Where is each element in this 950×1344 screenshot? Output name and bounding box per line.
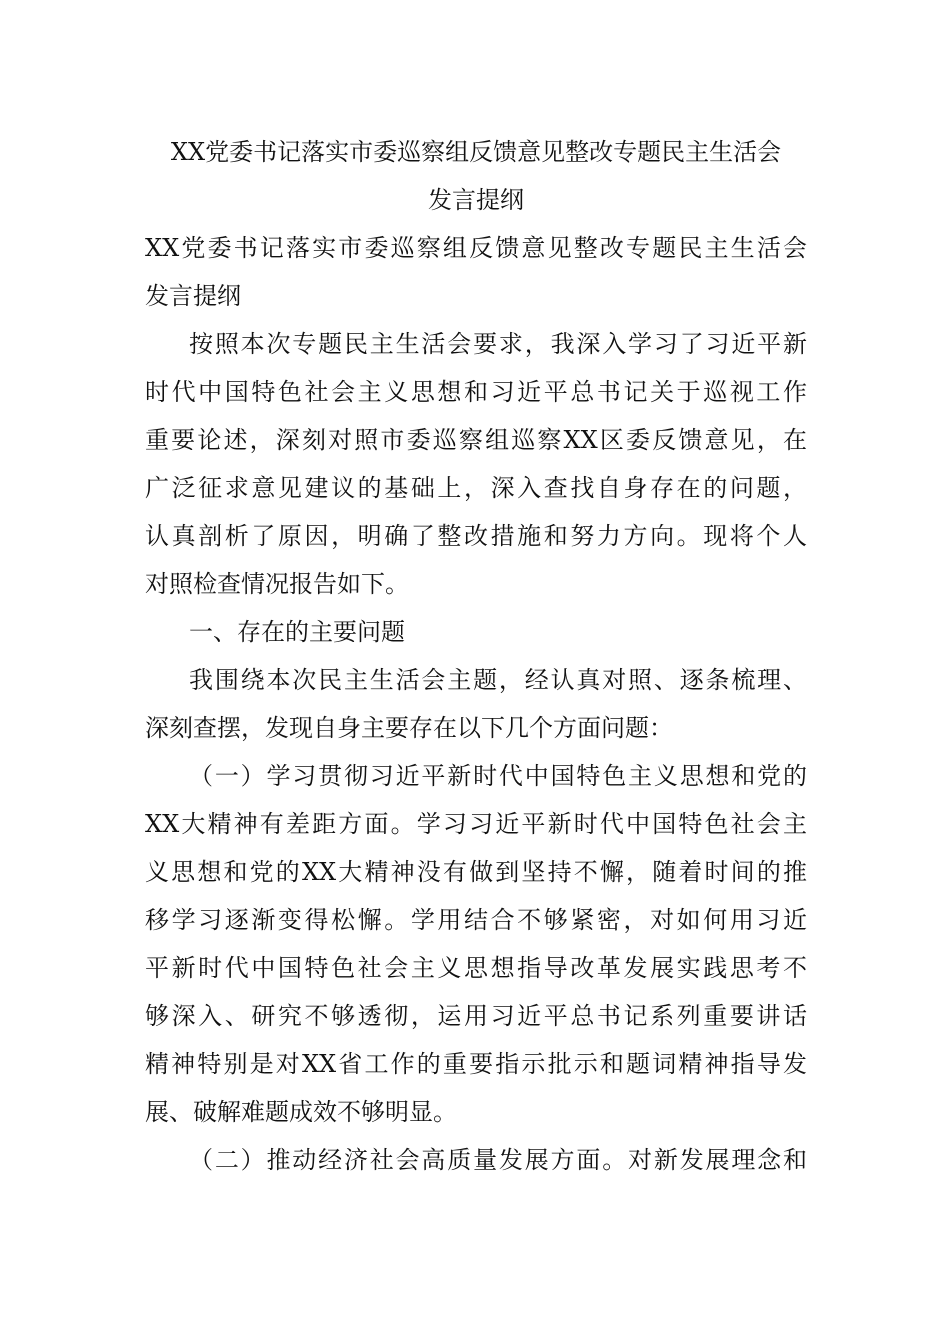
section-heading-text: 一、存在的主要问题 — [189, 618, 405, 646]
text-line: 精神特别是对XX省工作的重要指示批示和题词精神指导发 — [145, 1050, 807, 1078]
paragraph-intro — [145, 320, 807, 608]
subtitle-line-1: XX党委书记落实市委巡察组反馈意见整改专题民主生活会 — [145, 234, 807, 262]
text-line: （二）推动经济社会高质量发展方面。对新发展理念和 — [189, 1146, 807, 1174]
text-line: 广泛征求意见建议的基础上，深入查找自身存在的问题， — [145, 474, 807, 502]
text-line: 深刻查摆，发现自身主要存在以下几个方面问题： — [145, 714, 673, 742]
text-line: 我围绕本次民主生活会主题，经认真对照、逐条梳理、 — [189, 666, 807, 694]
paragraph-issue-1 — [145, 752, 807, 1136]
text-line: 按照本次专题民主生活会要求，我深入学习了习近平新 — [189, 330, 807, 358]
document-title-line-1: XX党委书记落实市委巡察组反馈意见整改专题民主生活会 — [170, 138, 782, 166]
text-line: 展、破解难题成效不够明显。 — [145, 1098, 457, 1126]
text-line: 认真剖析了原因，明确了整改措施和努力方向。现将个人 — [145, 522, 807, 550]
text-line: （一）学习贯彻习近平新时代中国特色主义思想和党的 — [189, 762, 807, 790]
section-heading-1 — [145, 608, 807, 656]
text-line: 时代中国特色社会主义思想和习近平总书记关于巡视工作 — [145, 378, 807, 406]
text-line: 移学习逐渐变得松懈。学用结合不够紧密，对如何用习近 — [145, 906, 807, 934]
text-line: 重要论述，深刻对照市委巡察组巡察XX区委反馈意见，在 — [145, 426, 807, 454]
text-line: 平新时代中国特色社会主义思想指导改革发展实践思考不 — [145, 954, 807, 982]
text-line: XX大精神有差距方面。学习习近平新时代中国特色社会主 — [145, 810, 807, 838]
document-title-line-2: 发言提纲 — [428, 186, 524, 214]
text-line: 义思想和党的XX大精神没有做到坚持不懈，随着时间的推 — [145, 858, 807, 886]
paragraph-overview — [145, 656, 807, 752]
subtitle-line-2: 发言提纲 — [145, 282, 241, 310]
text-line: 够深入、研究不够透彻，运用习近平总书记系列重要讲话 — [145, 1002, 807, 1030]
paragraph-issue-2 — [145, 1136, 807, 1184]
text-line: 对照检查情况报告如下。 — [145, 570, 409, 598]
document-page — [145, 128, 807, 1184]
